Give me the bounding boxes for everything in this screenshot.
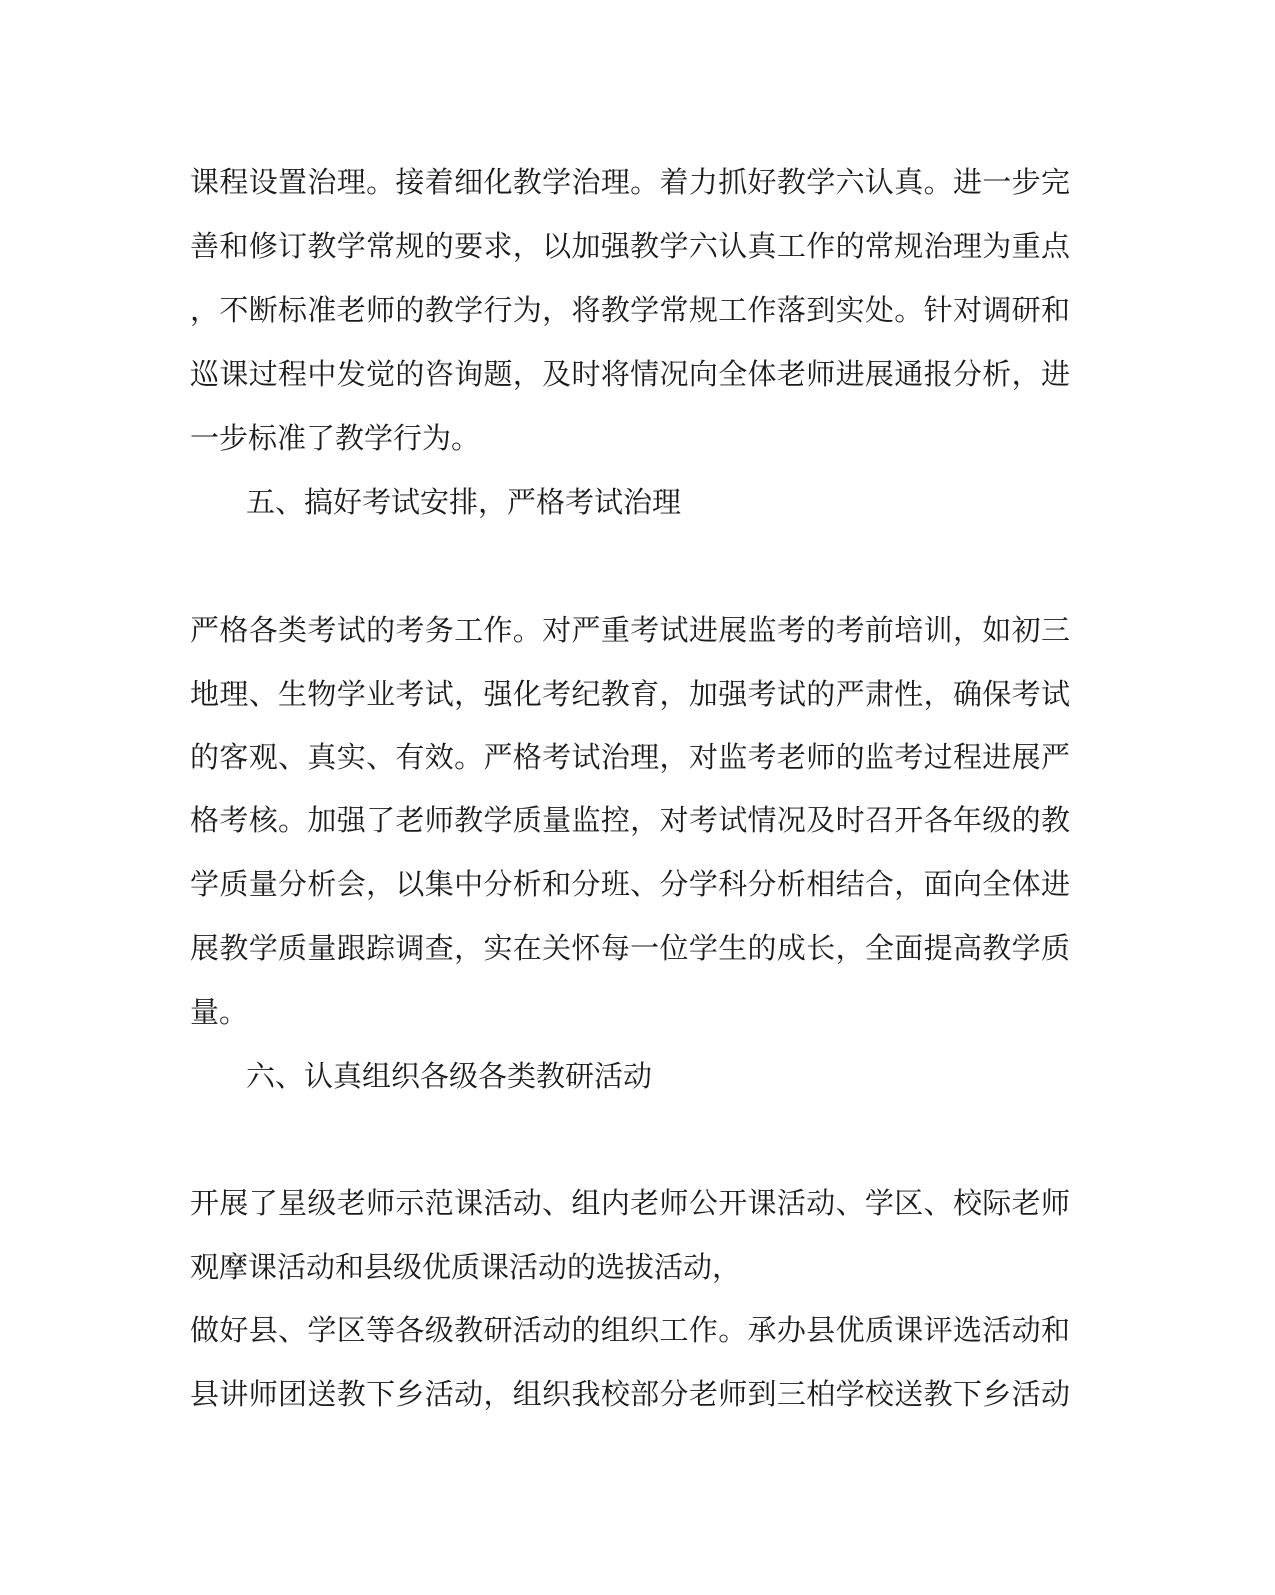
paragraph-line: 地理、生物学业考试，强化考纪教育，加强考试的严肃性，确保考试 (190, 677, 1070, 711)
paragraph-line: 县讲师团送教下乡活动，组织我校部分老师到三柏学校送教下乡活动 (190, 1377, 1070, 1411)
paragraph-line: 量。 (190, 995, 249, 1029)
paragraph-line: 的客观、真实、有效。严格考试治理，对监考老师的监考过程进展严 (190, 740, 1070, 774)
paragraph-line: 巡课过程中发觉的咨询题，及时将情况向全体老师进展通报分析，进 (190, 357, 1070, 391)
paragraph-line: 做好县、学区等各级教研活动的组织工作。承办县优质课评选活动和 (190, 1313, 1070, 1347)
paragraph-line: 展教学质量跟踪调查，实在关怀每一位学生的成长，全面提高教学质 (190, 931, 1070, 965)
paragraph-line: 观摩课活动和县级优质课活动的选拔活动， (190, 1250, 742, 1284)
paragraph-line: 善和修订教学常规的要求，以加强教学六认真工作的常规治理为重点 (190, 229, 1070, 263)
paragraph-line: 严格各类考试的考务工作。对严重考试进展监考的考前培训，如初三 (190, 613, 1070, 647)
paragraph-line: ，不断标准老师的教学行为，将教学常规工作落到实处。针对调研和 (190, 293, 1070, 327)
paragraph-line: 开展了星级老师示范课活动、组内老师公开课活动、学区、校际老师 (190, 1186, 1070, 1220)
paragraph-line: 学质量分析会，以集中分析和分班、分学科分析相结合，面向全体进 (190, 867, 1070, 901)
paragraph-line: 一步标准了教学行为。 (190, 421, 481, 455)
section-heading-6: 六、认真组织各级各类教研活动 (246, 1059, 653, 1093)
paragraph-line: 格考核。加强了老师教学质量监控，对考试情况及时召开各年级的教 (190, 803, 1070, 837)
paragraph-line: 课程设置治理。接着细化教学治理。着力抓好教学六认真。进一步完 (190, 165, 1070, 199)
section-heading-5: 五、搞好考试安排，严格考试治理 (246, 485, 682, 519)
